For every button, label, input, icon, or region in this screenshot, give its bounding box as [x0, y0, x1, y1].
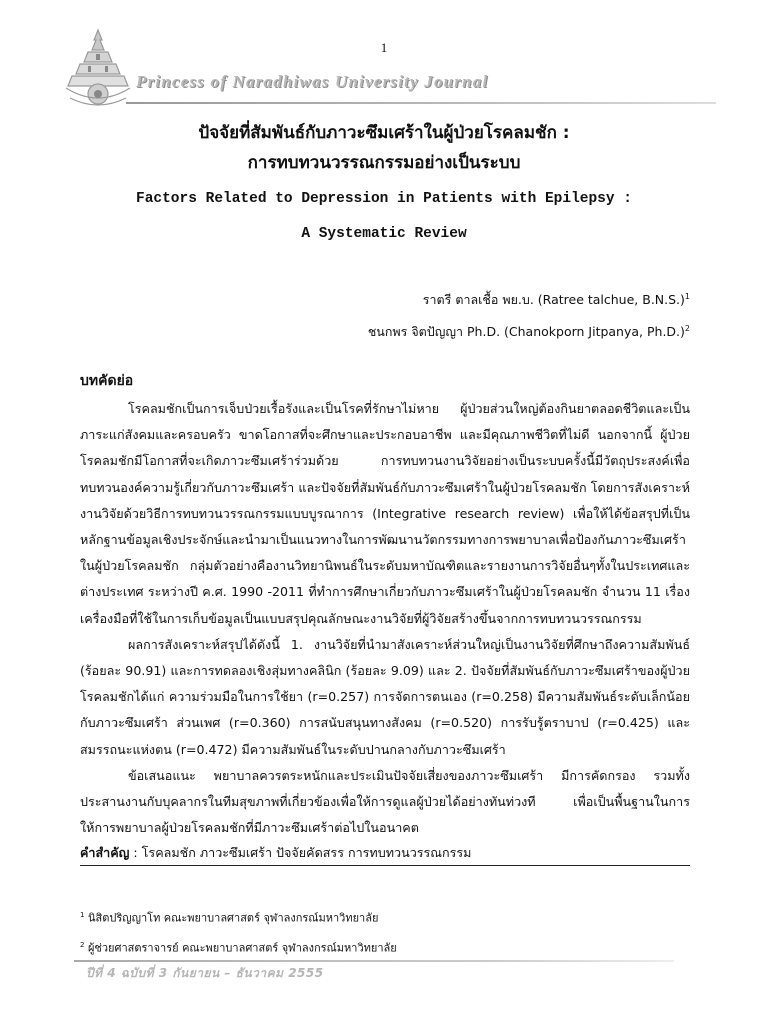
abstract-section [80, 368, 690, 866]
footnote-2: $^2$ ผู้ช่วยศาสตราจารย์ คณะพยาบาลศาสตร์ จุฬาลงกรณ์มหาวิทยาลัย [80, 940, 397, 955]
abstract-heading: บทคัดย่อ [80, 373, 134, 389]
abstract-paragraph-3: ข้อเสนอแนะ พยาบาลควรตระหนักและประเมินปัจจัยเสี่ยงของภาวะซึมเศร้า มีการคัดกรอง รวมทั้งประสานงานกับบุคลากรในทีมสุขภาพที่เกี่ยวข้องเพื่อให้การดูแลผู้ป่วยได้อย่างทันท่วงที เพื่อเป็นพื้นฐานในการให้การพยาบาลผู้ป่วยโรคลมชักที่มีภาวะซึมเศร้าต่อไปในอนาคต [80, 767, 690, 836]
title-english-line-2: A Systematic Review [301, 226, 467, 242]
issue-info: ปีที่ 4 ฉบับที่ 3 กันยายน – ธันวาคม 2555 [86, 966, 324, 980]
page-number: 1 [380, 40, 388, 55]
footnote-1: $^1$ นิสิตปริญญาโท คณะพยาบาลศาสตร์ จุฬาลงกรณ์มหาวิทยาลัย [80, 911, 379, 925]
article-titles [0, 118, 768, 252]
title-english-line-1: Factors Related to Depression in Patients with Epilepsy : [136, 191, 632, 207]
footer-divider [74, 960, 674, 962]
header-divider [126, 102, 716, 104]
journal-header [62, 28, 702, 108]
keywords-label: คำสำคัญ [80, 845, 130, 861]
keywords-text: : โรคลมชัก ภาวะซึมเศร้า ปัจจัยคัดสรร การทบทวนวรรณกรรม [129, 845, 472, 861]
author-2: ชนกพร จิตปัญญา Ph.D. (Chanokporn Jitpanya, Ph.D.)$^2$ [367, 324, 690, 340]
title-thai-line-2: การทบทวนวรรณกรรมอย่างเป็นระบบ [247, 153, 521, 173]
footnotes [80, 902, 690, 961]
author-2-note-mark: 2 [684, 324, 690, 334]
author-list [368, 282, 690, 346]
abstract-paragraph-2: ผลการสังเคราะห์สรุปได้ดังนี้ 1. งานวิจัยที่นำมาสังเคราะห์ส่วนใหญ่เป็นงานวิจัยที่ศึกษาถึงความสัมพันธ์ (ร้อยละ 90.91) และการทดลองเชิงสุ่มทางคลินิก (ร้อยละ 9.09) และ 2. ปัจจัยที่สัมพันธ์กับภาวะซึมเศร้าของผู้ป่วยโรคลมชักได้แก่ ความร่วมมือในการใช้ยา (r=0.257) การจัดการตนเอง (r=0.258) มีความสัมพันธ์ระดับเล็กน้อยกับภาวะซึมเศร้า ส่วนเพศ (r=0.360) การสนับสนุนทางสังคม (r=0.520) การรับรู้ตราบาป (r=0.425) และสมรรถนะแห่งตน (r=0.472) มีความสัมพันธ์ในระดับปานกลางกับภาวะซึมเศร้า [80, 636, 690, 757]
title-thai-line-1: ปัจจัยที่สัมพันธ์กับภาวะซึมเศร้าในผู้ป่วยโรคลมชัก : [198, 123, 570, 143]
university-crest-icon [62, 28, 134, 108]
keywords-line [80, 841, 690, 866]
abstract-paragraph-1: โรคลมชักเป็นการเจ็บป่วยเรื้อรังและเป็นโรคที่รักษาไม่หาย ผู้ป่วยส่วนใหญ่ต้องกินยาตลอดชีวิตและเป็นภาระแก่สังคมและครอบครัว ขาดโอกาสที่จะศึกษาและประกอบอาชีพ และมีคุณภาพชีวิตที่ไม่ดี นอกจากนี้ ผู้ป่วยโรคลมชักมีโอกาสที่จะเกิดภาวะซึมเศร้าร่วมด้วย การทบทวนงานวิจัยอย่างเป็นระบบครั้งนี้มีวัตถุประสงค์เพื่อทบทวนองค์ความรู้เกี่ยวกับภาวะซึมเศร้า และปัจจัยที่สัมพันธ์กับภาวะซึมเศร้าในผู้ป่วยโรคลมชัก โดยการสังเคราะห์งานวิจัยด้วยวิธีการทบทวนวรรณกรรมแบบบูรณาการ (Integrative research review) เพื่อให้ได้ข้อสรุปที่เป็นหลักฐานข้อมูลเชิงประจักษ์และนำมาเป็นแนวทางในการพัฒนานวัตกรรมทางการพยาบาลเพื่อป้องกันภาวะซึมเศร้าในผู้ป่วยโรคลมชัก กลุ่มตัวอย่างคืองานวิทยานิพนธ์ในระดับมหาบัณฑิตและรายงานการวิจัยอื่นๆทั้งในประเทศและต่างประเทศ ระหว่างปี ค.ศ. 1990 -2011 ที่ทำการศึกษาเกี่ยวกับภาวะซึมเศร้าในผู้ป่วยโรคลมชัก จำนวน 11 เรื่อง เครื่องมือที่ใช้ในการเก็บข้อมูลเป็นแบบสรุปคุณลักษณะงานวิจัยที่ผู้วิจัยสร้างขึ้นจากการทบทวนวรรณกรรม [80, 401, 690, 626]
author-1: ราตรี ตาลเชื้อ พย.บ. (Ratree talchue, B.N.S.)$^1$ [422, 292, 690, 308]
journal-title: Princess of Naradhiwas University Journal [136, 72, 489, 91]
author-1-note-mark: 1 [684, 292, 690, 301]
